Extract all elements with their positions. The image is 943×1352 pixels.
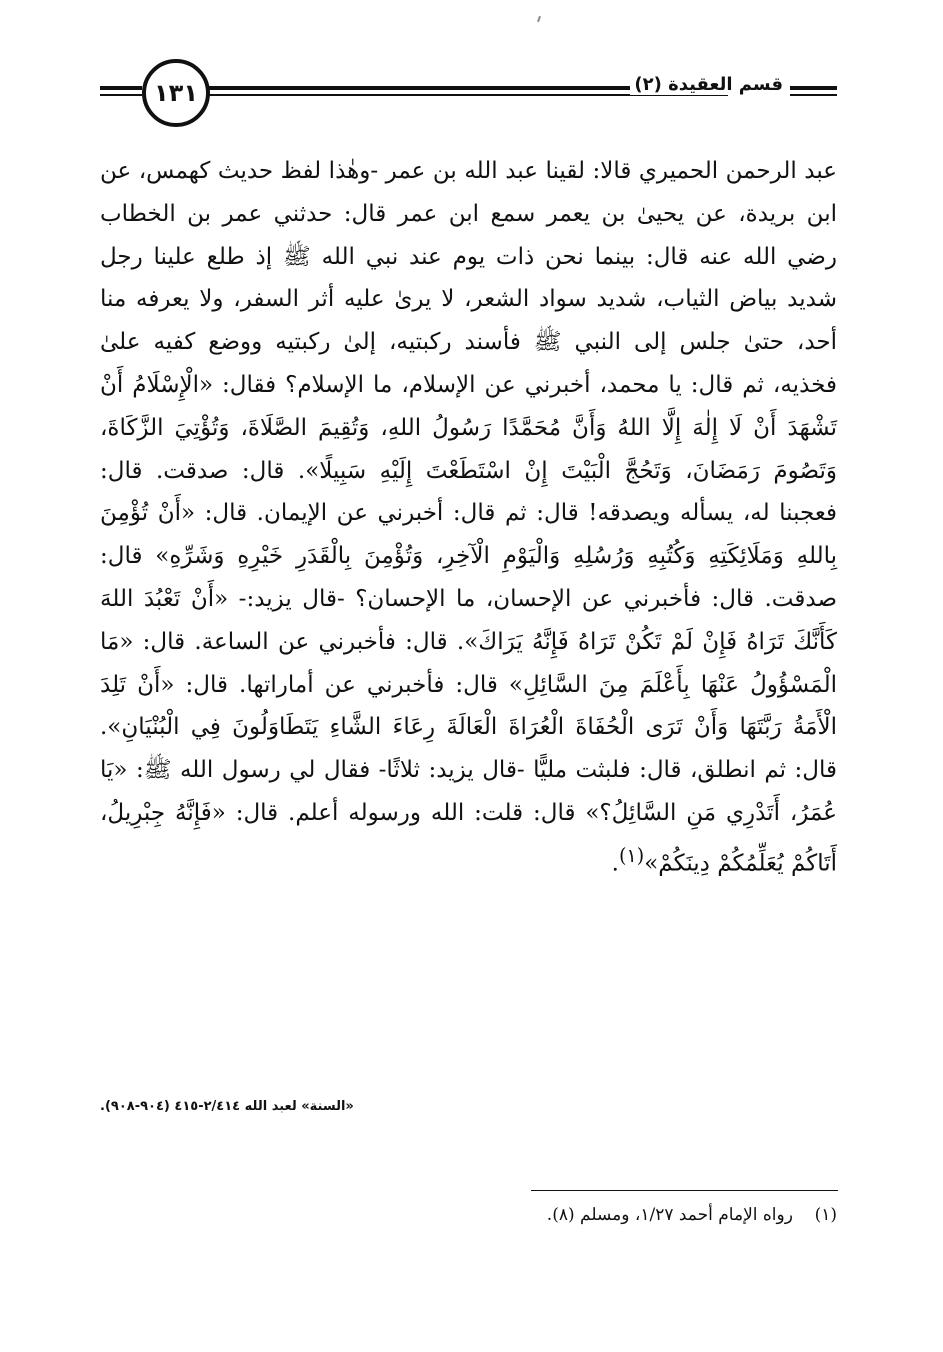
footnote-divider — [531, 1190, 838, 1191]
main-text — [100, 150, 837, 885]
header-rule — [100, 94, 142, 96]
footnote-marker: (١) — [814, 1205, 837, 1225]
header-rule — [790, 94, 837, 96]
page-number-badge — [142, 59, 210, 127]
footnote-reference: (١) — [618, 843, 645, 867]
header-rule — [100, 86, 142, 90]
hadith-text: عبد الرحمن الحميري قالا: لقينا عبد الله بن عمر -وهٰذا لفظ حديث كهمس، عن ابن بريدة، عن يحيىٰ بن يعمر سمع ابن عمر قال: حدثني عمر بن الخطاب رضي الله عنه قال: بينما نحن ذات يوم عند نبي الله ﷺ إذ طلع علينا رجل شديد بياض الثياب، شديد سواد الشعر، لا يرىٰ عليه أثر السفر، ولا يعرفه منا أحد، حتىٰ جلس إلى النبي ﷺ فأسند ركبتيه، إلىٰ ركبتيه ووضع كفيه علىٰ فخذيه، ثم قال: يا محمد، أخبرني عن الإسلام، ما الإسلام؟ فقال: «الْإِسْلَامُ أَنْ تَشْهَدَ أَنْ لَا إِلٰهَ إِلَّا اللهُ وَأَنَّ مُحَمَّدًا رَسُولُ اللهِ، وَتُقِيمَ الصَّلَاةَ، وَتُؤْتِيَ الزَّكَاةَ، وَتَصُومَ رَمَضَانَ، وَتَحُجَّ الْبَيْتَ إِنْ اسْتَطَعْتَ إِلَيْهِ سَبِيلًا». قال: صدقت. قال: فعجبنا له، يسأله ويصدقه! قال: ثم قال: أخبرني عن الإيمان. قال: «أَنْ تُؤْمِنَ بِاللهِ وَمَلَائِكَتِهِ وَكُتُبِهِ وَرُسُلِهِ وَالْيَوْمِ الْآخِرِ، وَتُؤْمِنَ بِالْقَدَرِ خَيْرِهِ وَشَرِّهِ» قال: صدقت. قال: فأخبرني عن الإحسان، ما الإحسان؟ -قال يزيد:- «أَنْ تَعْبُدَ اللهَ كَأَنَّكَ تَرَاهُ فَإِنْ لَمْ تَكُنْ تَرَاهُ فَإِنَّهُ يَرَاكَ». قال: فأخبرني عن الساعة. قال: «مَا الْمَسْؤُولُ عَنْهَا بِأَعْلَمَ مِنَ السَّائِلِ» قال: فأخبرني عن أماراتها. قال: «أَنْ تَلِدَ الْأَمَةُ رَبَّتَهَا وَأَنْ تَرَى الْحُفَاةَ الْعُرَاةَ الْعَالَةَ رِعَاءَ الشَّاءِ يَتَطَاوَلُونَ فِي الْبُنْيَانِ». قال: ثم انطلق، قال: فلبثت مليًّا -قال يزيد: ثلاثًا- فقال لي رسول الله ﷺ: «يَا عُمَرُ، أَتَدْرِي مَنِ السَّائِلُ؟» قال: قلت: الله ورسوله أعلم. قال: «فَإِنَّهُ جِبْرِيلُ، أَتَاكُمْ يُعَلِّمُكُمْ دِينَكُمْ» — [100, 158, 837, 877]
page-header — [100, 56, 837, 132]
page-number: ١٣١ — [154, 79, 198, 107]
footnote — [100, 1205, 837, 1225]
section-title: قسم العقيدة (٢) — [630, 74, 787, 95]
stray-mark — [537, 16, 541, 22]
end-mark: . — [611, 850, 619, 877]
source-note: «السنة» لعبد الله ٢/٤١٤-٤١٥ (٩٠٤-٩٠٨). — [100, 1099, 354, 1114]
hadith-paragraph — [100, 150, 837, 885]
footnote-text: رواه الإمام أحمد ١/٢٧، ومسلم (٨). — [546, 1205, 793, 1225]
header-rule — [790, 86, 837, 90]
